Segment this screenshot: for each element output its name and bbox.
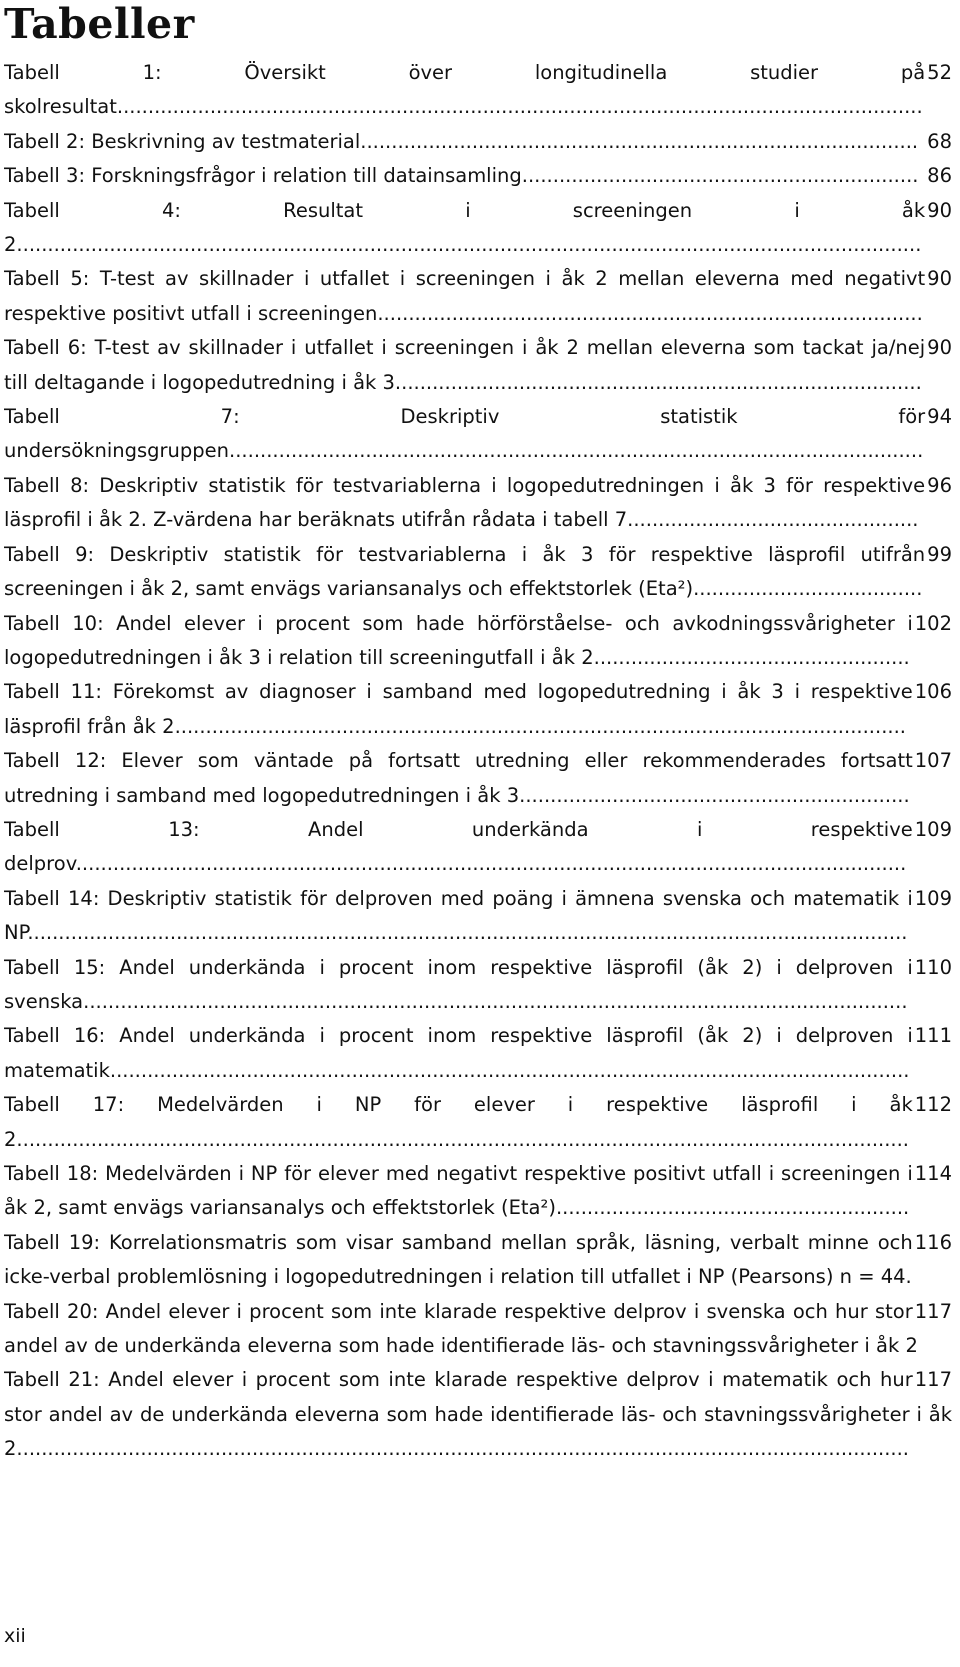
- toc-entry[interactable]: [4, 56, 952, 125]
- toc-entry[interactable]: [4, 813, 952, 882]
- toc-entry-page: 107: [913, 744, 952, 778]
- toc-entry-text: Tabell 9: Deskriptiv statistik för testvariablerna i åk 3 för respektive läsprofil utifrån screeningen i åk 2, samt envägs variansanalys och effektstorlek (Eta²): [4, 542, 926, 601]
- toc-entry-text: Tabell 17: Medelvärden i NP för elever i respektive läsprofil i åk 2: [4, 1093, 913, 1151]
- toc-entry-page: 106: [913, 675, 952, 709]
- dot-leader: .........................................................: [555, 1196, 910, 1220]
- dot-leader: .....................................................................................................................................: [83, 989, 908, 1013]
- dot-leader: ...................................................: [593, 645, 910, 669]
- toc-entry-page: 111: [913, 1019, 952, 1053]
- toc-entry-page: 90: [925, 194, 952, 228]
- toc-entry[interactable]: [4, 400, 952, 469]
- toc-entry-text: Tabell 15: Andel underkända i procent inom respektive läsprofil (åk 2) i delproven i svenska: [4, 955, 913, 1013]
- dot-leader: .....................................................................................: [394, 370, 922, 394]
- dot-leader: ................................................................: [521, 164, 919, 188]
- toc-entry-text: Tabell 8: Deskriptiv statistik för testvariablerna i logopedutredningen i åk 3 för respektive läsprofil i åk 2. Z-värdena har beräknats utifrån rådata i tabell 7: [4, 473, 926, 532]
- dot-leader: ..................................................................................................................................: [116, 95, 923, 119]
- toc-entry-text: Tabell 12: Elever som väntade på fortsatt utredning eller rekommenderades fortsatt utredning i samband med logopedutredningen i åk 3: [4, 749, 913, 807]
- toc-entry-page: 52: [925, 56, 952, 90]
- toc-entry-text: Tabell 3: Forskningsfrågor i relation till datainsamling: [4, 164, 522, 188]
- toc-entry-text: Tabell 19: Korrelationsmatris som visar samband mellan språk, läsning, verbalt minne och icke-verbal problemlösning i logopedutredningen i relation till utfallet i NP (Pearsons) n = 44: [4, 1230, 913, 1289]
- toc-entry-text: Tabell 10: Andel elever i procent som hade hörförståelse- och avkodningssvårigheter i logopedutredningen i åk 3 i relation till screeningutfall i åk 2: [4, 611, 913, 669]
- dot-leader: .....................................: [693, 577, 923, 601]
- toc-entry-page: 117: [913, 1363, 952, 1397]
- toc-entry-text: Tabell 14: Deskriptiv statistik för delproven med poäng i ämnena svenska och matematik i NP: [4, 886, 913, 945]
- dot-leader: ......................................................................................................................................: [75, 852, 907, 876]
- toc-entry-page: 96: [925, 469, 952, 503]
- toc-entry-page: 109: [913, 813, 952, 847]
- toc-entry[interactable]: [4, 1295, 952, 1364]
- dot-leader: ..................................................................................................................................................: [16, 233, 922, 257]
- toc-entry-page: 116: [913, 1226, 952, 1260]
- dot-leader: ..............................................................................................................................................: [27, 921, 908, 945]
- dot-leader: .: [905, 1265, 912, 1289]
- toc-entry-text: Tabell 2: Beskrivning av testmaterial: [4, 129, 361, 153]
- toc-entry[interactable]: [4, 125, 952, 159]
- toc-entry-text: Tabell 4: Resultat i screeningen i åk 2: [4, 198, 926, 257]
- toc-entry[interactable]: [4, 262, 952, 331]
- toc-entry-text: Tabell 5: T-test av skillnader i utfallet i screeningen i åk 2 mellan eleverna med negativt respektive positivt utfall i screeningen: [4, 267, 926, 325]
- toc-entry[interactable]: [4, 744, 952, 813]
- toc-entry-page: 110: [913, 951, 952, 985]
- toc-entry[interactable]: [4, 331, 952, 400]
- toc-entry-page: 112: [913, 1088, 952, 1122]
- dot-leader: ...............................................................: [519, 783, 910, 807]
- toc-entry-page: 99: [925, 538, 952, 572]
- toc-entry-text: Tabell 11: Förekomst av diagnoser i samband med logopedutredning i åk 3 i respektive läsprofil från åk 2: [4, 680, 913, 738]
- toc-entry-page: 90: [925, 331, 952, 365]
- toc-entry-text: Tabell 1: Översikt över longitudinella studier på skolresultat: [4, 61, 926, 119]
- dot-leader: ................................................................................................................................................: [16, 1127, 910, 1151]
- toc-entry-text: Tabell 13: Andel underkända i respektive delprov: [4, 817, 913, 876]
- toc-entry-text: Tabell 21: Andel elever i procent som inte klarade respektive delprov i matematik och hur stor andel av de underkända eleverna som hade identifierade läs- och stavningssvårigheter i åk 2: [4, 1368, 952, 1461]
- dot-leader: ................................................................................................................: [229, 439, 924, 463]
- toc-entry-page: 94: [925, 400, 952, 434]
- toc-entry-page: 86: [925, 159, 952, 193]
- toc-entry[interactable]: [4, 1019, 952, 1088]
- toc-entry-page: 117: [913, 1295, 952, 1329]
- toc-entry[interactable]: [4, 194, 952, 263]
- toc-entry[interactable]: [4, 882, 952, 951]
- toc-entry-text: Tabell 6: T-test av skillnader i utfallet i screeningen i åk 2 mellan eleverna som tackat ja/nej till deltagande i logopedutredning i åk 3: [4, 336, 926, 394]
- toc-entry[interactable]: [4, 951, 952, 1020]
- toc-entry-page: 114: [913, 1157, 952, 1191]
- toc-entry[interactable]: [4, 538, 952, 607]
- dot-leader: ...............................................: [627, 508, 919, 532]
- toc-entry-page: 102: [913, 607, 952, 641]
- toc-entry-text: Tabell 20: Andel elever i procent som inte klarade respektive delprov i svenska och hur stor andel av de underkända eleverna som hade identifierade läs- och stavningssvårigheter i åk 2: [4, 1299, 918, 1358]
- toc-entry[interactable]: [4, 469, 952, 538]
- toc-entry-page: 109: [913, 882, 952, 916]
- dot-leader: ................................................................................................................................................: [16, 1437, 910, 1461]
- toc-entry-page: 68: [925, 125, 952, 159]
- dot-leader: ........................................................................................: [377, 301, 923, 325]
- toc-entry-text: Tabell 18: Medelvärden i NP för elever med negativt respektive positivt utfall i screeningen i åk 2, samt envägs variansanalys och effektstorlek (Eta²): [4, 1162, 913, 1220]
- toc-entry[interactable]: [4, 159, 952, 193]
- toc-entry[interactable]: [4, 1226, 952, 1295]
- dot-leader: .................................................................................................................................: [109, 1058, 910, 1082]
- toc-entry[interactable]: [4, 675, 952, 744]
- table-list: [4, 56, 952, 1467]
- toc-entry-page: 90: [925, 262, 952, 296]
- toc-entry-text: Tabell 7: Deskriptiv statistik för undersökningsgruppen: [4, 405, 926, 463]
- toc-entry-text: Tabell 16: Andel underkända i procent inom respektive läsprofil (åk 2) i delproven i matematik: [4, 1024, 913, 1082]
- toc-entry[interactable]: [4, 1088, 952, 1157]
- page-number: xii: [4, 1625, 26, 1647]
- dot-leader: ......................................................................................................................: [174, 714, 906, 738]
- page-title: Tabeller: [4, 0, 195, 48]
- dot-leader: ..........................................................................................: [360, 129, 919, 153]
- toc-entry[interactable]: [4, 1157, 952, 1226]
- toc-entry[interactable]: [4, 607, 952, 676]
- toc-entry[interactable]: [4, 1363, 952, 1466]
